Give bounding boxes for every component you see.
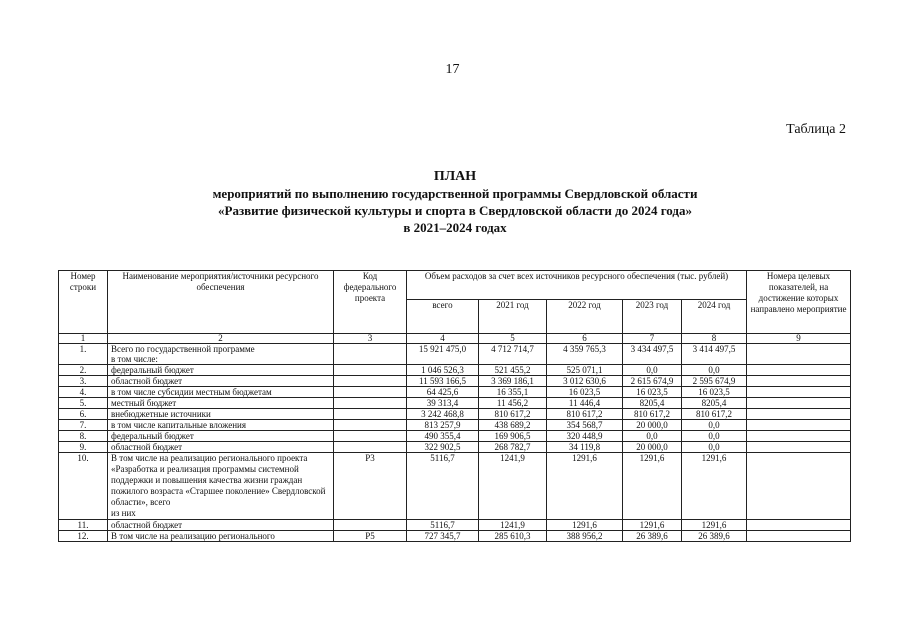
federal-code-cell <box>334 442 407 453</box>
page-number: 17 <box>445 62 460 77</box>
year-2021-cell: 1241,9 <box>479 520 547 531</box>
targets-cell <box>747 531 851 542</box>
year-2023-cell: 16 023,5 <box>623 387 682 398</box>
year-2021-cell: 3 369 186,1 <box>479 376 547 387</box>
year-2024-cell: 0,0 <box>682 431 747 442</box>
year-2024-cell: 1291,6 <box>682 520 747 531</box>
table-row <box>59 344 851 365</box>
document-heading <box>120 168 790 236</box>
year-2023-cell: 3 434 497,5 <box>623 344 682 365</box>
column-number: 9 <box>747 334 851 344</box>
column-number-row <box>59 334 851 344</box>
column-number: 1 <box>59 334 108 344</box>
federal-code-cell <box>334 387 407 398</box>
column-number: 3 <box>334 334 407 344</box>
name-cell: В том числе на реализацию регионального <box>108 531 334 542</box>
total-cell: 3 242 468,8 <box>407 409 479 420</box>
row-number-cell: 12. <box>59 531 108 542</box>
table-row <box>59 409 851 420</box>
table-row <box>59 431 851 442</box>
name-cell: В том числе на реализацию регионального проекта «Разработка и реализация программы системной поддержки и повышения качества жизни граждан пожилого возраста «Старшее поколение» Свердловской области», всего из них <box>108 453 334 520</box>
header-year-2023: 2023 год <box>623 300 682 334</box>
row-number-cell: 7. <box>59 420 108 431</box>
federal-code-cell <box>334 520 407 531</box>
year-2023-cell: 0,0 <box>623 431 682 442</box>
total-cell: 1 046 526,3 <box>407 365 479 376</box>
targets-cell <box>747 398 851 409</box>
year-2021-cell: 11 456,2 <box>479 398 547 409</box>
year-2022-cell: 16 023,5 <box>547 387 623 398</box>
year-2024-cell: 1291,6 <box>682 453 747 520</box>
federal-code-cell: Р3 <box>334 453 407 520</box>
targets-cell <box>747 442 851 453</box>
year-2023-cell: 26 389,6 <box>623 531 682 542</box>
year-2023-cell: 810 617,2 <box>623 409 682 420</box>
header-row-number: Номер строки <box>59 271 108 334</box>
header-year-2021: 2021 год <box>479 300 547 334</box>
header-year-2022: 2022 год <box>547 300 623 334</box>
name-cell: внебюджетные источники <box>108 409 334 420</box>
table-row <box>59 520 851 531</box>
targets-cell <box>747 387 851 398</box>
column-number: 2 <box>108 334 334 344</box>
table-row <box>59 442 851 453</box>
year-2023-cell: 8205,4 <box>623 398 682 409</box>
heading-subtitle-2: «Развитие физической культуры и спорта в Свердловской области до 2024 года» <box>218 203 692 218</box>
federal-code-cell <box>334 409 407 420</box>
header-targets: Номера целевых показателей, на достижение которых направлено мероприятие <box>747 271 851 334</box>
year-2024-cell: 810 617,2 <box>682 409 747 420</box>
year-2024-cell: 26 389,6 <box>682 531 747 542</box>
year-2021-cell: 521 455,2 <box>479 365 547 376</box>
header-year-2024: 2024 год <box>682 300 747 334</box>
year-2022-cell: 3 012 630,6 <box>547 376 623 387</box>
row-number-cell: 9. <box>59 442 108 453</box>
total-cell: 5116,7 <box>407 453 479 520</box>
total-cell: 39 313,4 <box>407 398 479 409</box>
year-2023-cell: 1291,6 <box>623 453 682 520</box>
table-row <box>59 387 851 398</box>
federal-code-cell <box>334 376 407 387</box>
year-2022-cell: 34 119,8 <box>547 442 623 453</box>
year-2024-cell: 0,0 <box>682 365 747 376</box>
column-number: 8 <box>682 334 747 344</box>
heading-subtitle-1: мероприятий по выполнению государственной программы Свердловской области <box>212 186 698 201</box>
header-name: Наименование мероприятия/источники ресурсного обеспечения <box>108 271 334 334</box>
table-row <box>59 376 851 387</box>
year-2022-cell: 810 617,2 <box>547 409 623 420</box>
year-2022-cell: 1291,6 <box>547 520 623 531</box>
column-number: 6 <box>547 334 623 344</box>
year-2022-cell: 388 956,2 <box>547 531 623 542</box>
row-number-cell: 6. <box>59 409 108 420</box>
targets-cell <box>747 453 851 520</box>
year-2021-cell: 438 689,2 <box>479 420 547 431</box>
year-2022-cell: 4 359 765,3 <box>547 344 623 365</box>
year-2021-cell: 285 610,3 <box>479 531 547 542</box>
header-expenses: Объем расходов за счет всех источников ресурсного обеспечения (тыс. рублей) <box>407 271 747 300</box>
targets-cell <box>747 520 851 531</box>
row-number-cell: 10. <box>59 453 108 520</box>
name-cell: федеральный бюджет <box>108 431 334 442</box>
year-2024-cell: 16 023,5 <box>682 387 747 398</box>
row-number-cell: 11. <box>59 520 108 531</box>
year-2022-cell: 1291,6 <box>547 453 623 520</box>
row-number-cell: 5. <box>59 398 108 409</box>
table-row <box>59 365 851 376</box>
name-cell: в том числе капитальные вложения <box>108 420 334 431</box>
year-2021-cell: 4 712 714,7 <box>479 344 547 365</box>
total-cell: 15 921 475,0 <box>407 344 479 365</box>
total-cell: 5116,7 <box>407 520 479 531</box>
year-2024-cell: 8205,4 <box>682 398 747 409</box>
column-number: 7 <box>623 334 682 344</box>
year-2024-cell: 2 595 674,9 <box>682 376 747 387</box>
total-cell: 490 355,4 <box>407 431 479 442</box>
header-federal-code: Код федерального проекта <box>334 271 407 334</box>
heading-plan: ПЛАН <box>433 169 477 184</box>
targets-cell <box>747 365 851 376</box>
year-2023-cell: 20 000,0 <box>623 442 682 453</box>
row-number-cell: 1. <box>59 344 108 365</box>
heading-subtitle-3: в 2021–2024 годах <box>403 220 507 235</box>
table-row <box>59 420 851 431</box>
federal-code-cell: Р5 <box>334 531 407 542</box>
year-2023-cell: 0,0 <box>623 365 682 376</box>
row-number-cell: 2. <box>59 365 108 376</box>
name-cell: Всего по государственной программе в том числе: <box>108 344 334 365</box>
year-2023-cell: 1291,6 <box>623 520 682 531</box>
year-2024-cell: 3 414 497,5 <box>682 344 747 365</box>
year-2024-cell: 0,0 <box>682 420 747 431</box>
year-2023-cell: 2 615 674,9 <box>623 376 682 387</box>
name-cell: областной бюджет <box>108 442 334 453</box>
year-2024-cell: 0,0 <box>682 442 747 453</box>
year-2023-cell: 20 000,0 <box>623 420 682 431</box>
year-2022-cell: 320 448,9 <box>547 431 623 442</box>
name-cell: областной бюджет <box>108 376 334 387</box>
targets-cell <box>747 344 851 365</box>
header-total: всего <box>407 300 479 334</box>
table-row <box>59 453 851 520</box>
federal-code-cell <box>334 344 407 365</box>
targets-cell <box>747 409 851 420</box>
column-number: 5 <box>479 334 547 344</box>
name-cell: местный бюджет <box>108 398 334 409</box>
total-cell: 322 902,5 <box>407 442 479 453</box>
row-number-cell: 8. <box>59 431 108 442</box>
total-cell: 727 345,7 <box>407 531 479 542</box>
year-2021-cell: 268 782,7 <box>479 442 547 453</box>
federal-code-cell <box>334 420 407 431</box>
total-cell: 64 425,6 <box>407 387 479 398</box>
name-cell: областной бюджет <box>108 520 334 531</box>
year-2021-cell: 1241,9 <box>479 453 547 520</box>
table-reference: Таблица 2 <box>786 122 846 137</box>
plan-table <box>58 270 851 542</box>
year-2022-cell: 11 446,4 <box>547 398 623 409</box>
year-2022-cell: 354 568,7 <box>547 420 623 431</box>
federal-code-cell <box>334 365 407 376</box>
name-cell: в том числе субсидии местным бюджетам <box>108 387 334 398</box>
federal-code-cell <box>334 431 407 442</box>
table-row <box>59 398 851 409</box>
year-2021-cell: 16 355,1 <box>479 387 547 398</box>
total-cell: 11 593 166,5 <box>407 376 479 387</box>
year-2021-cell: 810 617,2 <box>479 409 547 420</box>
column-number: 4 <box>407 334 479 344</box>
total-cell: 813 257,9 <box>407 420 479 431</box>
name-cell: федеральный бюджет <box>108 365 334 376</box>
targets-cell <box>747 420 851 431</box>
targets-cell <box>747 376 851 387</box>
table-row <box>59 531 851 542</box>
year-2022-cell: 525 071,1 <box>547 365 623 376</box>
row-number-cell: 4. <box>59 387 108 398</box>
targets-cell <box>747 431 851 442</box>
federal-code-cell <box>334 398 407 409</box>
year-2021-cell: 169 906,5 <box>479 431 547 442</box>
row-number-cell: 3. <box>59 376 108 387</box>
